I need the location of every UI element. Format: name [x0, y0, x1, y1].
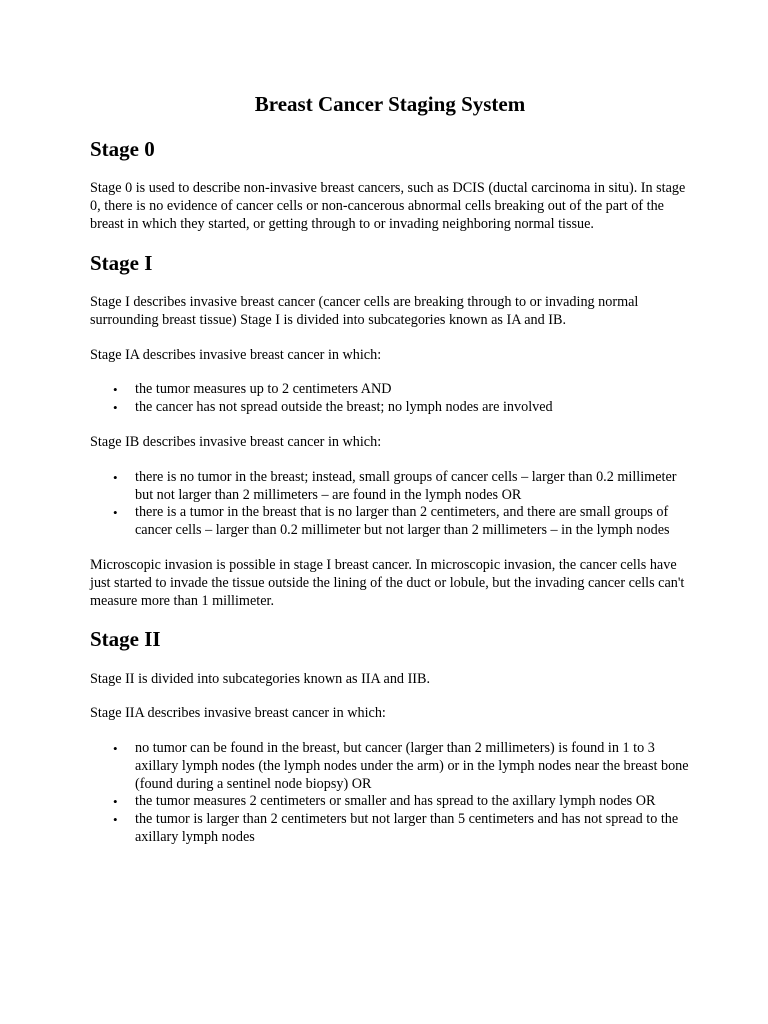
bullet-icon: • [113, 469, 118, 485]
stage-1b-intro: Stage IB describes invasive breast cancer in which: [90, 433, 382, 450]
list-item [90, 793, 690, 811]
stage-2a-list [90, 740, 690, 847]
list-item-text: the cancer has not spread outside the breast; no lymph nodes are involved [135, 399, 553, 416]
list-item [90, 381, 690, 399]
bullet-icon: • [113, 794, 118, 810]
list-item-text: there is a tumor in the breast that is no larger than 2 centimeters, and there are small groups of cancer cells – larger than 0.2 millimeter but not larger than 2 millimeters – in the lymph nodes [135, 504, 670, 539]
stage-1a-list [90, 381, 690, 417]
stage-1-heading: Stage I [90, 250, 153, 275]
microscopic-invasion-paragraph: Microscopic invasion is possible in stage I breast cancer. In microscopic invasion, the cancer cells have just started to invade the tissue outside the lining of the duct or lobule, but the invading cancer cells can't measure more than 1 millimeter. [90, 556, 685, 609]
bullet-icon: • [113, 505, 118, 521]
stage-2-heading: Stage II [90, 627, 161, 652]
list-item-text: the tumor is larger than 2 centimeters but not larger than 5 centimeters and has not spread to the axillary lymph nodes [135, 811, 679, 846]
bullet-icon: • [113, 741, 118, 757]
stage-1a-intro: Stage IA describes invasive breast cancer in which: [90, 346, 382, 363]
stage-2a-intro: Stage IIA describes invasive breast cancer in which: [90, 705, 386, 722]
list-item-text: there is no tumor in the breast; instead, small groups of cancer cells – larger than 0.2 millimeter but not larger than 2 millimeters – are found in the lymph nodes OR [135, 468, 677, 503]
list-item [90, 399, 690, 417]
list-item [90, 469, 690, 505]
list-item-text: the tumor measures up to 2 centimeters AND [135, 381, 392, 398]
list-item-text: the tumor measures 2 centimeters or smaller and has spread to the axillary lymph nodes OR [135, 793, 656, 810]
list-item-text: no tumor can be found in the breast, but cancer (larger than 2 millimeters) is found in 1 to 3 axillary lymph nodes (the lymph nodes under the arm) or in the lymph nodes near the breast bone (found during a sentinel node biopsy) OR [135, 740, 689, 792]
list-item [90, 504, 690, 540]
stage-1-intro: Stage I describes invasive breast cancer (cancer cells are breaking through to or invading normal surrounding breast tissue) Stage I is divided into subcategories known as IA and IB. [90, 293, 639, 328]
stage-1b-list [90, 469, 690, 540]
bullet-icon: • [113, 400, 118, 416]
bullet-icon: • [113, 812, 118, 828]
stage-2-intro: Stage II is divided into subcategories known as IIA and IIB. [90, 670, 431, 687]
document-title: Breast Cancer Staging System [254, 92, 526, 116]
stage-0-paragraph: Stage 0 is used to describe non-invasive breast cancers, such as DCIS (ductal carcinoma in situ). In stage 0, there is no evidence of cancer cells or non-cancerous abnormal cells breaking out of the part of the breast in which they started, or getting through to or invading neighboring normal tissue. [90, 180, 686, 232]
document-page [90, 92, 690, 864]
stage-0-heading: Stage 0 [90, 137, 155, 162]
list-item [90, 811, 690, 847]
list-item [90, 740, 690, 793]
bullet-icon: • [113, 382, 118, 398]
